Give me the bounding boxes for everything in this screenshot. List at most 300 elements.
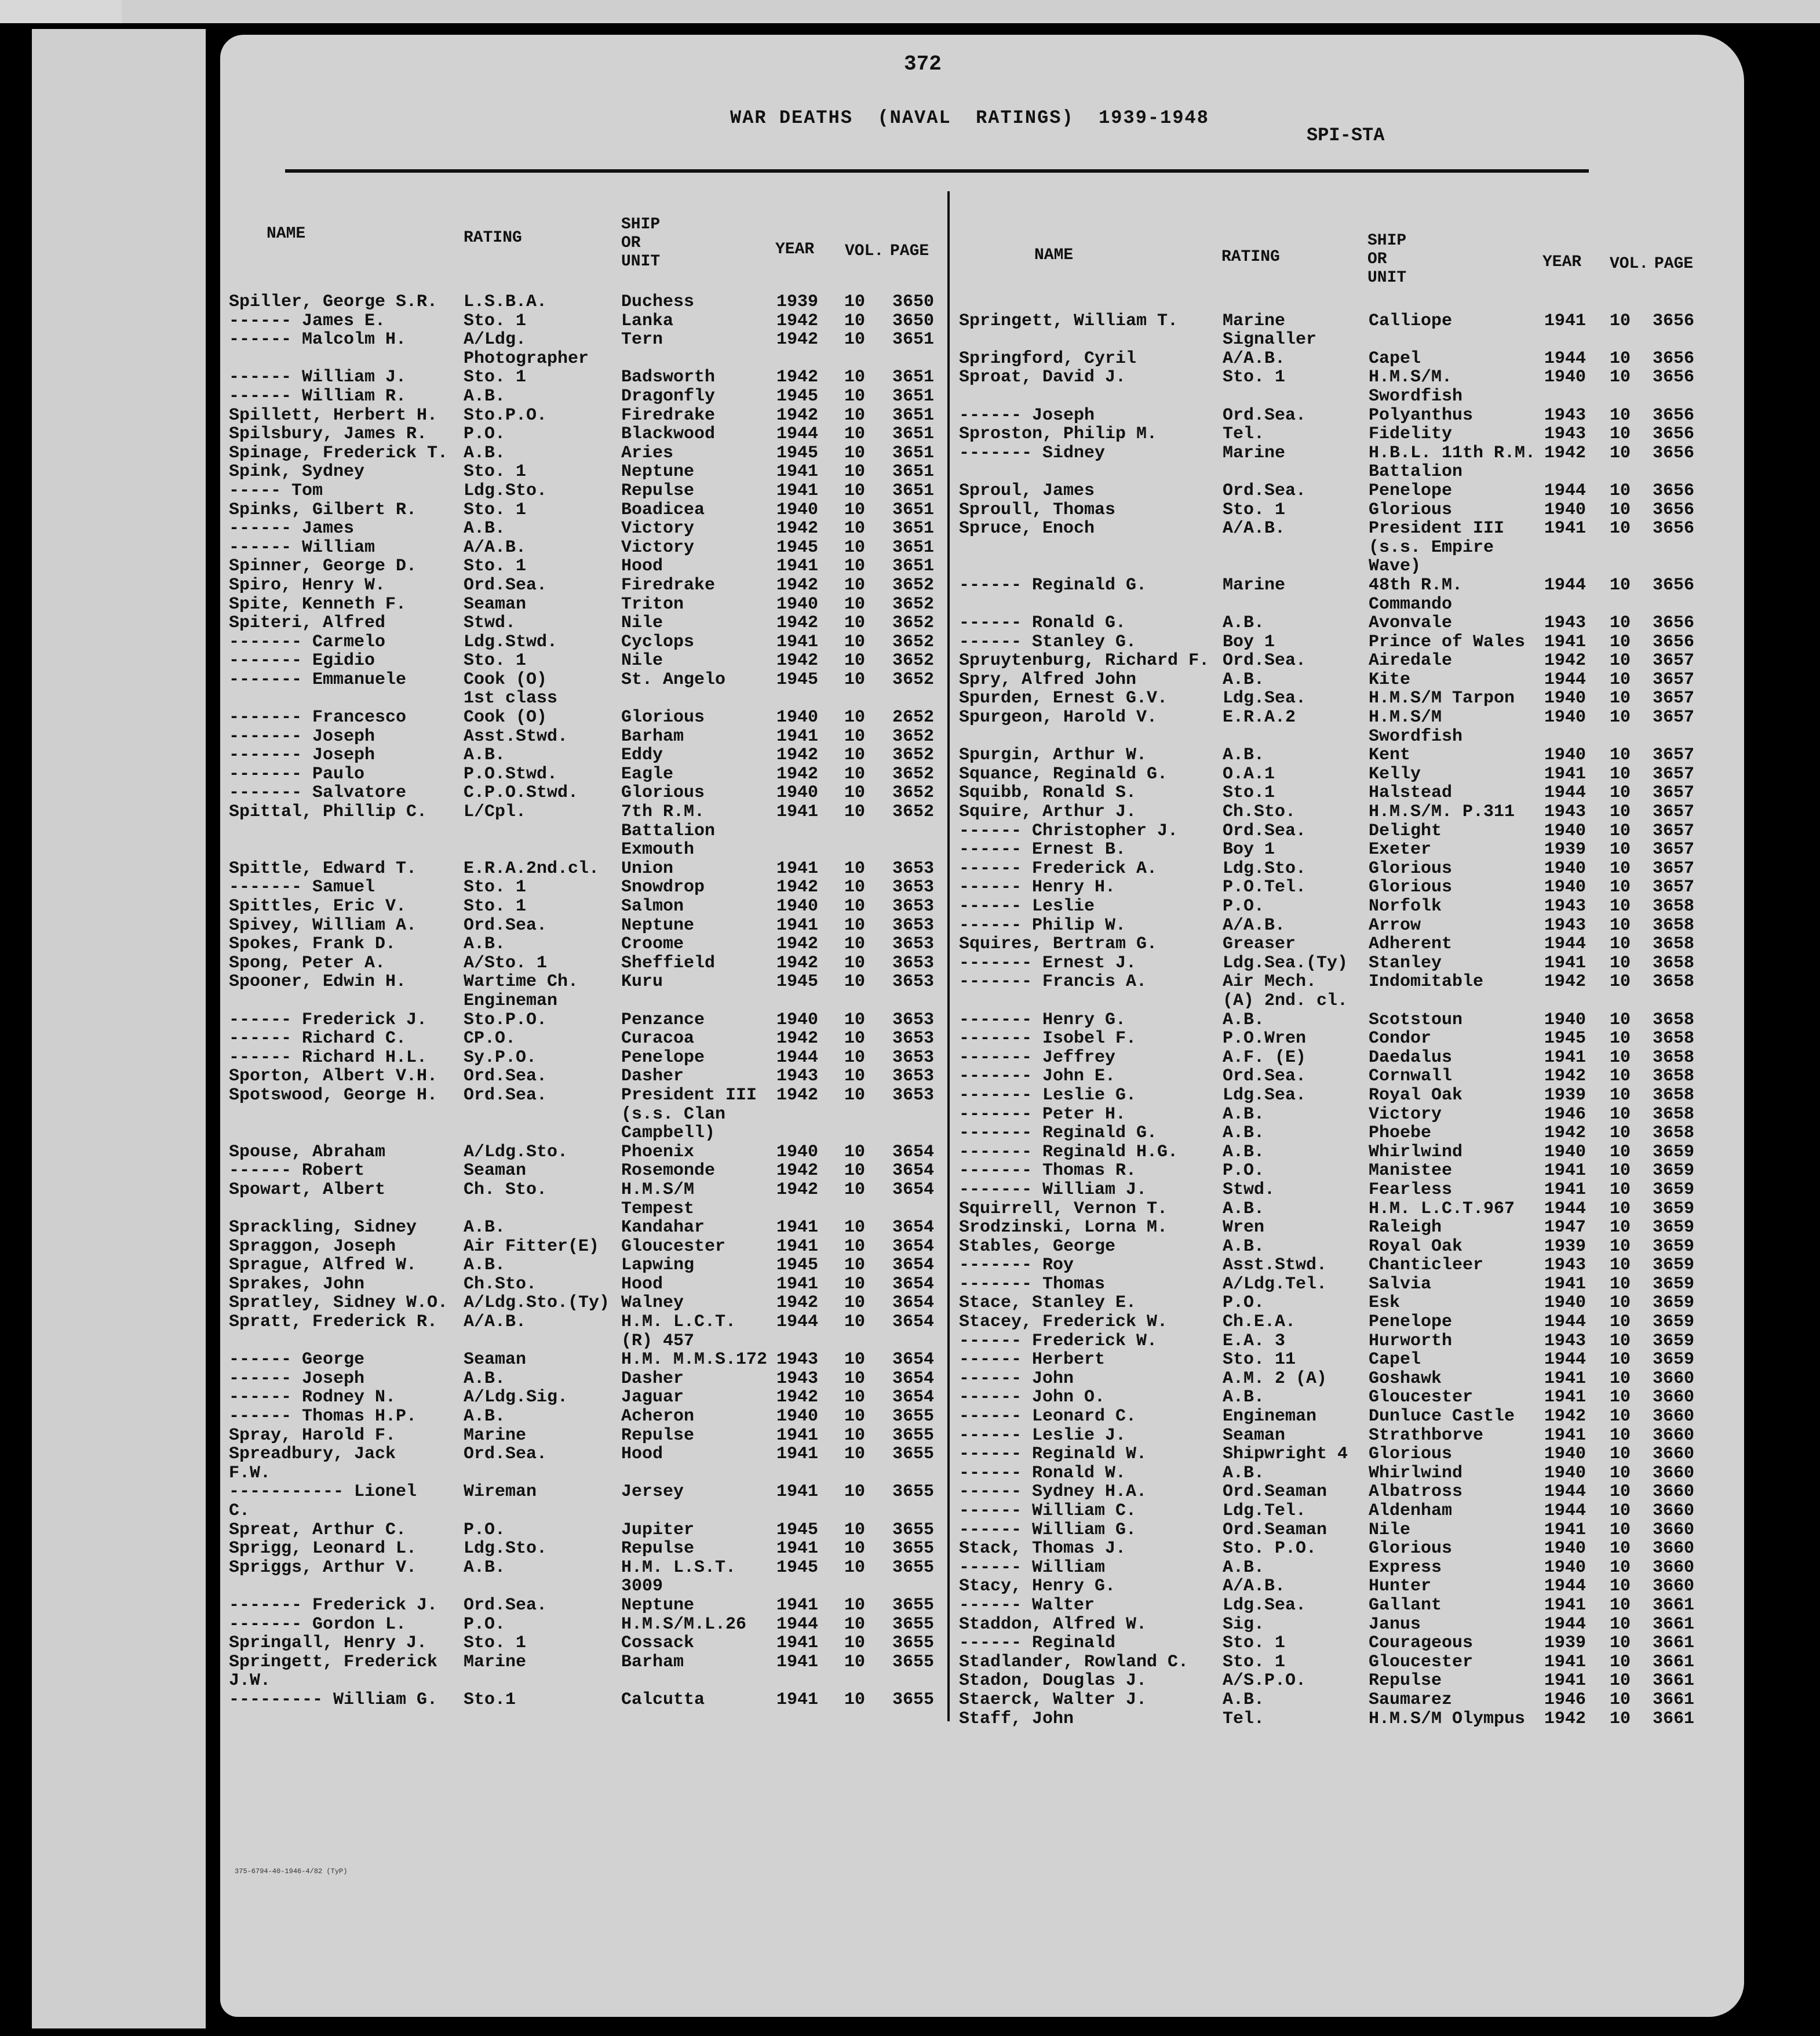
entry-page: 3652 (892, 613, 935, 633)
table-row (959, 1011, 1712, 1030)
table-row (229, 1048, 942, 1068)
entry-year: 1940 (776, 897, 819, 916)
entry-ship: Exeter (1369, 840, 1432, 860)
entry-ship: Walney (621, 1293, 684, 1313)
entry-rating: Cook (O) (464, 708, 548, 728)
left-column-entries (229, 293, 942, 1710)
table-row (229, 1350, 942, 1370)
entry-vol: 10 (1610, 1709, 1631, 1729)
entry-year: 1941 (1544, 1161, 1586, 1181)
entry-year: 1944 (776, 1614, 819, 1634)
entry-year: 1942 (776, 330, 819, 350)
entry-page: 3660 (1653, 1539, 1695, 1559)
table-row (959, 1502, 1712, 1521)
entry-ship: Glorious (1369, 877, 1453, 898)
entry-ship: Dunluce Castle (1369, 1407, 1515, 1427)
table-row (959, 651, 1712, 671)
entry-year: 1944 (1544, 1350, 1586, 1370)
entry-ship: Whirlwind (1369, 1463, 1463, 1483)
entry-vol: 10 (1610, 367, 1631, 388)
entry-page: 3659 (1653, 1142, 1695, 1162)
entry-page: 3657 (1653, 858, 1695, 879)
table-row (229, 557, 942, 576)
left-header-rating: RATING (464, 229, 522, 247)
entry-year: 1941 (776, 1236, 819, 1256)
entry-rating: A.B. (464, 1368, 506, 1389)
entry-vol: 10 (1610, 708, 1631, 728)
entry-page: 3657 (1653, 802, 1695, 822)
entry-name: Spooner, Edwin H. (229, 972, 407, 992)
entry-ship: Barham (621, 726, 684, 746)
entry-vol: 10 (844, 1274, 866, 1294)
index-range-code: SPI-STA (1307, 125, 1385, 146)
entry-year: 1941 (1544, 953, 1586, 973)
table-row (229, 1294, 942, 1313)
entry-page: 3658 (1653, 1085, 1695, 1105)
table-row (959, 1483, 1712, 1502)
entry-name: J.W. (229, 1671, 271, 1691)
entry-name: ------ Leslie J. (959, 1425, 1126, 1445)
entry-rating: Seaman (464, 1161, 527, 1181)
table-row (229, 1105, 942, 1124)
entry-rating: Ord.Seaman (1223, 1520, 1327, 1540)
entry-rating: P.O.Tel. (1223, 877, 1307, 898)
table-row (959, 1445, 1712, 1464)
table-row (959, 784, 1712, 803)
entry-year: 1940 (1544, 1444, 1586, 1465)
entry-year: 1939 (1544, 840, 1586, 860)
entry-vol: 10 (1610, 1104, 1631, 1124)
entry-ship: (s.s. Clan (621, 1104, 726, 1124)
entry-page: 3656 (1653, 575, 1695, 595)
entry-page: 3660 (1653, 1387, 1695, 1408)
table-row (229, 1200, 942, 1219)
entry-year: 1942 (1544, 651, 1586, 671)
entry-vol: 10 (1610, 500, 1631, 520)
entry-name: ------- Carmelo (229, 632, 386, 652)
entry-name: Spiro, Henry W. (229, 575, 386, 595)
entry-rating: Shipwright 4 (1223, 1444, 1348, 1465)
entry-name: Sproul, James (959, 480, 1095, 501)
entry-ship: Jaguar (621, 1387, 684, 1408)
entry-year: 1945 (776, 537, 819, 558)
entry-page: 3657 (1653, 669, 1695, 690)
entry-year: 1941 (776, 915, 819, 935)
table-row (959, 1577, 1712, 1596)
entry-year: 1940 (776, 594, 819, 614)
entry-ship: Kite (1369, 669, 1411, 690)
entry-ship: Raleigh (1369, 1218, 1442, 1238)
table-row (229, 765, 942, 784)
entry-name: Spruytenburg, Richard F. (959, 651, 1210, 671)
entry-rating: Ord.Sea. (1223, 405, 1307, 425)
entry-rating: A/A.B. (464, 537, 527, 558)
entry-ship: Glorious (621, 708, 705, 728)
entry-vol: 10 (844, 1614, 866, 1634)
entry-year: 1940 (776, 1407, 819, 1427)
table-row (959, 671, 1712, 690)
entry-vol: 10 (1610, 1236, 1631, 1256)
entry-rating: Stwd. (464, 613, 516, 633)
entry-name: Sprague, Alfred W. (229, 1255, 417, 1276)
entry-name: Springett, Frederick (229, 1652, 438, 1672)
table-row (229, 519, 942, 538)
entry-rating: A.B. (464, 1407, 506, 1427)
entry-year: 1940 (1544, 1463, 1586, 1483)
entry-year: 1945 (776, 669, 819, 690)
entry-ship: Nile (621, 613, 663, 633)
entry-rating: A.M. 2 (A) (1223, 1368, 1327, 1389)
right-header-name: NAME (1034, 246, 1074, 264)
entry-name: Spink, Sydney (229, 462, 365, 482)
entry-page: 3661 (1653, 1633, 1695, 1653)
entry-year: 1941 (776, 1444, 819, 1465)
table-row (229, 1577, 942, 1596)
entry-vol: 10 (1610, 669, 1631, 690)
entry-ship: Scotstoun (1369, 1010, 1463, 1030)
entry-rating: A/A.B. (464, 1312, 527, 1332)
entry-vol: 10 (844, 1368, 866, 1389)
entry-rating: P.O. (464, 1520, 506, 1540)
entry-vol: 10 (844, 972, 866, 992)
entry-page: 3660 (1653, 1463, 1695, 1483)
entry-rating: A.B. (1223, 1557, 1265, 1578)
table-row (959, 1275, 1712, 1294)
table-row (229, 1388, 942, 1407)
entry-name: Spilsbury, James R. (229, 424, 428, 445)
entry-name: Spurgin, Arthur W. (959, 745, 1147, 766)
table-row (959, 1596, 1712, 1615)
entry-year: 1941 (776, 1425, 819, 1445)
entry-name: Stadlander, Rowland C. (959, 1652, 1189, 1672)
entry-year: 1942 (776, 1161, 819, 1181)
entry-year: 1940 (1544, 367, 1586, 388)
entry-ship: Airedale (1369, 651, 1453, 671)
table-row (959, 1332, 1712, 1351)
entry-ship: H.M.S/M. P.311 (1369, 802, 1515, 822)
entry-ship: Fidelity (1369, 424, 1453, 445)
entry-name: ------- Leslie G. (959, 1085, 1137, 1105)
entry-year: 1941 (776, 556, 819, 577)
entry-rating: Seaman (1223, 1425, 1286, 1445)
entry-ship: Neptune (621, 915, 695, 935)
table-row (229, 1275, 942, 1294)
entry-vol: 10 (1610, 1142, 1631, 1162)
entry-page: 3654 (892, 1142, 935, 1162)
table-row (959, 1086, 1712, 1105)
table-row (229, 1332, 942, 1351)
entry-ship: H.M.S/M. (1369, 367, 1453, 388)
entry-page: 3654 (892, 1218, 935, 1238)
entry-page: 3651 (892, 537, 935, 558)
entry-vol: 10 (844, 1029, 866, 1049)
entry-page: 3656 (1653, 348, 1695, 369)
entry-name: ------- Egidio (229, 651, 375, 671)
entry-name: ------ Frederick W. (959, 1331, 1158, 1351)
table-row (229, 1313, 942, 1332)
entry-name: ------ Ronald G. (959, 613, 1126, 633)
entry-vol: 10 (1610, 1274, 1631, 1294)
entry-rating: Ord.Sea. (464, 1444, 548, 1465)
entry-page: 3657 (1653, 840, 1695, 860)
entry-page: 3660 (1653, 1576, 1695, 1597)
entry-name: Spite, Kenneth F. (229, 594, 407, 614)
entry-year: 1944 (1544, 348, 1586, 369)
entry-year: 1941 (776, 1218, 819, 1238)
entry-page: 3655 (892, 1652, 935, 1672)
entry-rating: A.B. (464, 1218, 506, 1238)
entry-name: Sproat, David J. (959, 367, 1126, 388)
table-row (229, 482, 942, 501)
entry-name: ------- Emmanuele (229, 669, 407, 690)
entry-ship: Gloucester (1369, 1652, 1473, 1672)
entry-ship: Nile (621, 651, 663, 671)
entry-ship: Gloucester (621, 1236, 726, 1256)
entry-vol: 10 (1610, 651, 1631, 671)
entry-rating: P.O. (1223, 1293, 1265, 1313)
entry-ship: Lanka (621, 311, 674, 331)
entry-name: Squire, Arthur J. (959, 802, 1137, 822)
entry-name: Spraggon, Joseph (229, 1236, 396, 1256)
table-row (959, 1067, 1712, 1086)
entry-rating: Ldg.Sto. (1223, 858, 1307, 879)
entry-name: Spinage, Frederick T. (229, 443, 448, 463)
table-row (959, 897, 1712, 916)
entry-vol: 10 (1610, 1066, 1631, 1087)
entry-page: 3654 (892, 1236, 935, 1256)
entry-ship: H.M.S/M (621, 1179, 695, 1200)
entry-page: 3654 (892, 1350, 935, 1370)
entry-year: 1939 (1544, 1085, 1586, 1105)
entry-name: ------ Rodney N. (229, 1387, 396, 1408)
entry-page: 3651 (892, 330, 935, 350)
entry-rating: Marine (1223, 575, 1286, 595)
entry-page: 3652 (892, 651, 935, 671)
entry-ship: Curacoa (621, 1029, 695, 1049)
entry-name: Spriggs, Arthur V. (229, 1557, 417, 1578)
entry-year: 1942 (776, 1029, 819, 1049)
entry-rating: Sto. 1 (464, 897, 527, 916)
entry-year: 1940 (776, 1142, 819, 1162)
table-row (959, 1539, 1712, 1558)
entry-page: 3661 (1653, 1614, 1695, 1634)
entry-ship: Condor (1369, 1029, 1432, 1049)
entry-page: 3656 (1653, 367, 1695, 388)
entry-vol: 10 (1610, 632, 1631, 652)
entry-vol: 10 (1610, 1652, 1631, 1672)
entry-ship: Goshawk (1369, 1368, 1442, 1389)
entry-ship: Repulse (621, 1539, 695, 1559)
table-row (229, 293, 942, 312)
entry-year: 1944 (776, 1312, 819, 1332)
entry-vol: 10 (844, 1010, 866, 1030)
entry-vol: 10 (844, 877, 866, 898)
entry-name: Springett, William T. (959, 311, 1179, 331)
table-row (229, 1483, 942, 1502)
entry-page: 3653 (892, 1047, 935, 1068)
table-row (229, 312, 942, 331)
entry-name: ------ Leslie (959, 897, 1095, 916)
table-row (959, 1048, 1712, 1068)
entry-ship: Phoebe (1369, 1123, 1432, 1143)
entry-year: 1945 (776, 1520, 819, 1540)
entry-vol: 10 (1610, 1161, 1631, 1181)
entry-ship: 7th R.M. (621, 802, 705, 822)
entry-page: 3656 (1653, 519, 1695, 539)
entry-ship: Firedrake (621, 575, 716, 595)
entry-page: 3655 (892, 1482, 935, 1502)
entry-year: 1943 (776, 1066, 819, 1087)
entry-rating: Sto. 1 (464, 877, 527, 898)
entry-ship: Repulse (621, 480, 695, 501)
entry-ship: Calliope (1369, 311, 1453, 331)
entry-vol: 10 (1610, 934, 1631, 955)
entry-year: 1941 (776, 632, 819, 652)
entry-page: 3652 (892, 669, 935, 690)
entry-name: Spurden, Ernest G.V. (959, 689, 1168, 709)
entry-page: 3658 (1653, 1104, 1695, 1124)
entry-ship: President III (1369, 519, 1505, 539)
entry-name: Staff, John (959, 1709, 1074, 1729)
entry-ship: H.M. L.C.T.967 (1369, 1199, 1515, 1219)
entry-page: 3658 (1653, 915, 1695, 935)
entry-vol: 10 (1610, 1520, 1631, 1540)
entry-ship: Adherent (1369, 934, 1453, 955)
entry-rating: P.O.Wren (1223, 1029, 1307, 1049)
table-row (229, 1086, 942, 1105)
entry-name: Spotswood, George H. (229, 1085, 438, 1105)
entry-rating: O.A.1 (1223, 764, 1275, 784)
entry-rating: P.O. (464, 424, 506, 445)
entry-name: Spivey, William A. (229, 915, 417, 935)
entry-rating: Marine (464, 1652, 527, 1672)
table-row (959, 689, 1712, 708)
entry-page: 3660 (1653, 1557, 1695, 1578)
entry-rating: Sto. P.O. (1223, 1539, 1317, 1559)
entry-page: 3659 (1653, 1255, 1695, 1276)
entry-page: 3656 (1653, 311, 1695, 331)
entry-page: 3658 (1653, 1010, 1695, 1030)
table-row (959, 973, 1712, 992)
table-row (959, 878, 1712, 897)
entry-rating: Ord.Sea. (1223, 821, 1307, 841)
entry-rating: (A) 2nd. cl. (1223, 990, 1348, 1011)
entry-name: Staerck, Walter J. (959, 1689, 1147, 1710)
entry-rating: P.O.Stwd. (464, 764, 558, 784)
entry-rating: Ord.Sea. (464, 1595, 548, 1615)
entry-name: Spruce, Enoch (959, 519, 1095, 539)
entry-vol: 10 (1610, 1633, 1631, 1653)
entry-ship: Janus (1369, 1614, 1421, 1634)
entry-vol: 10 (1610, 1331, 1631, 1351)
entry-page: 3652 (892, 726, 935, 746)
entry-year: 1942 (1544, 1709, 1586, 1729)
entry-year: 1944 (776, 424, 819, 445)
entry-vol: 10 (844, 783, 866, 803)
table-row (229, 859, 942, 879)
entry-name: Sprackling, Sidney (229, 1218, 417, 1238)
entry-page: 3657 (1653, 708, 1695, 728)
entry-page: 3651 (892, 462, 935, 482)
entry-year: 1939 (776, 292, 819, 312)
entry-name: ------- Francesco (229, 708, 407, 728)
entry-page: 3650 (892, 292, 935, 312)
entry-year: 1941 (1544, 1595, 1586, 1615)
entry-page: 3658 (1653, 1066, 1695, 1087)
entry-vol: 10 (844, 556, 866, 577)
entry-rating: Ldg.Sea.(Ty) (1223, 953, 1348, 973)
entry-page: 3650 (892, 311, 935, 331)
table-row (229, 1596, 942, 1615)
table-row (229, 992, 942, 1011)
entry-page: 3657 (1653, 689, 1695, 709)
entry-ship: Campbell) (621, 1123, 716, 1143)
entry-ship: Strathborve (1369, 1425, 1484, 1445)
table-row (229, 387, 942, 406)
entry-rating: Sto. 1 (464, 651, 527, 671)
entry-ship: Fearless (1369, 1179, 1453, 1200)
entry-vol: 10 (1610, 1123, 1631, 1143)
entry-name: ----- Tom (229, 480, 323, 501)
entry-name: Spreat, Arthur C. (229, 1520, 407, 1540)
entry-rating: Wartime Ch. (464, 972, 579, 992)
entry-vol: 10 (844, 1142, 866, 1162)
table-row (959, 1464, 1712, 1483)
table-row (959, 708, 1712, 727)
table-row (229, 1029, 942, 1048)
page-number: 372 (904, 52, 942, 76)
entry-vol: 10 (844, 443, 866, 463)
table-row (959, 633, 1712, 652)
entry-vol: 10 (844, 897, 866, 916)
entry-page: 3655 (892, 1444, 935, 1465)
entry-rating: Ldg.Sto. (464, 480, 548, 501)
entry-page: 3659 (1653, 1218, 1695, 1238)
entry-name: ------ William (959, 1557, 1106, 1578)
entry-year: 1946 (1544, 1104, 1586, 1124)
entry-name: Spokes, Frank D. (229, 934, 396, 955)
left-header-page: PAGE (890, 242, 929, 260)
entry-page: 3658 (1653, 953, 1695, 973)
table-row (229, 633, 942, 652)
entry-ship: Dasher (621, 1368, 684, 1389)
entry-year: 1942 (776, 613, 819, 633)
entry-vol: 10 (844, 1293, 866, 1313)
entry-year: 1942 (776, 519, 819, 539)
table-row (959, 859, 1712, 879)
table-row (229, 935, 942, 954)
entry-name: ------ Herbert (959, 1350, 1106, 1370)
entry-ship: Glorious (1369, 858, 1453, 879)
entry-name: Squibb, Ronald S. (959, 783, 1137, 803)
entry-ship: Sheffield (621, 953, 716, 973)
entry-vol: 10 (844, 764, 866, 784)
entry-year: 1942 (1544, 443, 1586, 463)
table-row (959, 519, 1712, 538)
entry-page: 3651 (892, 556, 935, 577)
entry-name: Sporton, Albert V.H. (229, 1066, 438, 1087)
entry-ship: President III (621, 1085, 757, 1105)
entry-vol: 10 (1610, 783, 1631, 803)
entry-rating: Sto. 1 (464, 556, 527, 577)
entry-year: 1945 (776, 972, 819, 992)
table-row (959, 349, 1712, 369)
entry-vol: 10 (1610, 1557, 1631, 1578)
entry-year: 1942 (776, 651, 819, 671)
entry-rating: Ord.Sea. (464, 1085, 548, 1105)
entry-page: 3660 (1653, 1501, 1695, 1521)
entry-name: Stace, Stanley E. (959, 1293, 1137, 1313)
